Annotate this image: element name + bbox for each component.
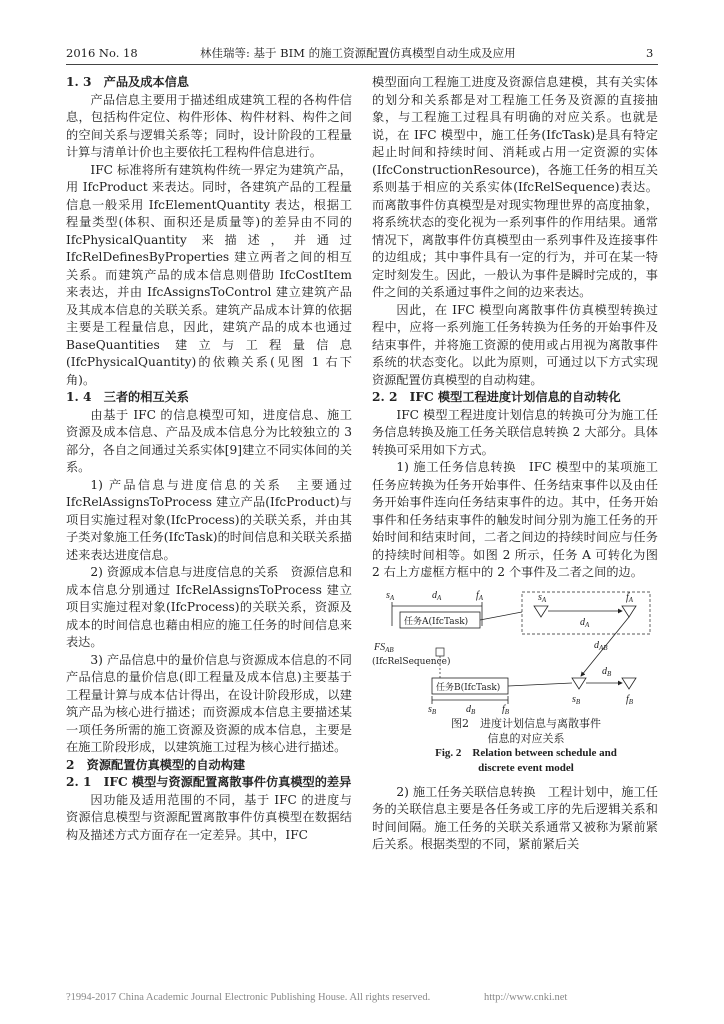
figure-caption-zh-2: 信息的对应关系: [487, 731, 565, 745]
paragraph: 2) 资源成本信息与进度信息的关系 资源信息和成本信息分别通过 IfcRelAssignsToProcess 建立项目实施过程对象(IfcProcess)的关联关系，资源及成本的时间信息也藉由相应的施工任务的时间信息来表达。: [66, 565, 352, 649]
paragraph: 因此，在 IFC 模型向离散事件仿真模型转换过程中，应将一系列施工任务转换为任务的开始事件及结束事件，并将施工资源的使用或占用视为离散事件系统的状态变化。以此为原则，可通过以下方式实现资源配置仿真模型的自动构建。: [372, 302, 658, 387]
right-column: [372, 74, 658, 854]
task-b-label: 任务B(IfcTask): [436, 682, 501, 693]
svg-text:sB: $s_B$: [572, 693, 581, 706]
paragraph: 3) 产品信息中的量价信息与资源成本信息的不同 产品信息的量价信息(即工程量及成本信息)主要基于工程量计算与成本估计得出，在设计阶段形成，以建筑产品为核心进行描述；而资源成本信息主要描述某一项任务所需的施工资源及资源的成本信息，主要是在施工阶段形成，以建筑施工过程为核心进行描述。: [66, 652, 365, 754]
event-sb: [572, 678, 586, 689]
svg-text:dB: $d_B$: [602, 665, 612, 678]
footer-url[interactable]: http://www.cnki.net: [484, 992, 568, 1003]
header-rule: [66, 64, 658, 65]
footer: [66, 992, 658, 1003]
svg-text:sA: $s_A$: [538, 591, 547, 604]
paragraph: IFC 标准将所有建筑构件统一界定为建筑产品，用 IfcProduct 来表达。同时，各建筑产品的工程量信息一般采用 IfcElementQuantity 表达，根据工程量类型(体积、面积还是质量等)的差异由不同的 IfcPhysicalQuantity 来描述，并通过 IfcRelDefinesByProperties 建立两者之间的相互关系。而建筑产品的成本信息则借助 IfcCostItem 来表达，并由 IfcAssignsToControl 建立建筑产品及其成本信息的关联关系。建筑产品成本计算的依据主要是工程量信息，因此，建筑产品的成本也通过 BaseQuantities 建立与工程量信息(IfcPhysicalQuantity)的依赖关系(见图 1 右下角)。: [66, 162, 352, 387]
paragraph: IFC 模型工程进度计划信息的转换可分为施工任务信息转换及施工任务关联信息转换 2 大部分。具体转换可采用如下方式。: [372, 407, 658, 457]
figure-2-diagram: [372, 586, 658, 714]
left-column: [66, 74, 365, 844]
journal-issue: 2016 No. 18: [66, 46, 138, 60]
svg-text:fA: $f_A$: [626, 591, 634, 604]
event-sa: [534, 606, 548, 617]
figure-2: [372, 586, 658, 714]
event-fa: [622, 606, 636, 617]
label-da: $d_A$: [432, 589, 442, 602]
label-fa: $f_A$: [476, 589, 484, 602]
figure-caption-en-2: discrete event model: [478, 761, 574, 774]
svg-text:dAB: $d_{AB}$: [594, 639, 608, 652]
right-column-bottom-text: [372, 784, 658, 854]
paragraph: 1) 施工任务信息转换 IFC 模型中的某项施工任务应转换为任务开始事件、任务结束事件以及由任务开始事件连向任务结束事件的边。其中，任务开始事件和任务结束事件的触发时间分别为施工任务的开始时间和结束时间，二者之间边的持续时间应与任务的持续时间相等。如图 2 所示，任务 A 可转化为图 2 右上方虚框方框中的 2 个事件及二者之间的边。: [372, 460, 658, 579]
paragraph: 由基于 IFC 的信息模型可知，进度信息、施工资源及成本信息、产品及成本信息分为比较独立的 3 部分，各自之间通过关系实体[9]建立不同实体间的关系。: [66, 407, 352, 474]
section-heading: 2. 1 IFC 模型与资源配置离散事件仿真模型的差异: [66, 775, 352, 789]
rel-sequence-label: (IfcRelSequence): [372, 656, 451, 667]
svg-text:fB: $f_B$: [502, 703, 510, 714]
figure-caption-en-1: Fig. 2 Relation between schedule and: [435, 746, 617, 759]
paragraph: 1) 产品信息与进度信息的关系 主要通过 IfcRelAssignsToProcess 建立产品(IfcProduct)与项目实施过程对象(IfcProcess)的关联关系，并由其子类对象施工任务(IfcTask)的时间信息和关联关系描述来表达进度信息。: [66, 477, 352, 562]
svg-text:dA: $d_A$: [580, 616, 590, 629]
figure-caption-zh-1: 图2 进度计划信息与离散事件: [451, 716, 601, 730]
paragraph: 2) 施工任务关联信息转换 工程计划中，施工任务的关联信息主要是各任务或工序的先后逻辑关系和时间间隔。施工任务的关联关系通常又被称为紧前紧后关系。根据类型的不同，紧前紧后关: [372, 784, 658, 851]
paragraph: 模型面向工程施工进度及资源信息建模，其有关实体的划分和关系都是对工程施工任务及资源的直接抽象，与工程施工过程具有明确的对应关系。也就是说，在 IFC 模型中，施工任务(IfcTask)是具有特定起止时间和持续时间、消耗或占用一定资源的实体(IfcConstructionResource)，各施工任务的相互关系则基于相应的关系实体(IfcRelSequence)表达。而离散事件仿真模型是对现实物理世界的高度抽象，将系统状态的变化视为一系列事件的作用结果。通常情况下，离散事件仿真模型由一系列事件及连接事件的边组成；其中事件具有一定的行为，并可在某一特定时刻发生。因此，一般认为事件是瞬时完成的，事件之间的关系通过事件之间的边来表达。: [372, 75, 658, 299]
svg-text:dB: $d_B$: [466, 703, 476, 714]
right-column-top-text: [372, 74, 658, 582]
page-number: 3: [646, 46, 654, 60]
fs-label: $FS_{AB}$: [374, 641, 394, 654]
svg-text:fB: $f_B$: [626, 693, 634, 706]
svg-text:sB: $s_B$: [428, 703, 437, 714]
section-heading: 1. 3 产品及成本信息: [66, 75, 189, 89]
label-sa: $s_A$: [386, 589, 395, 602]
event-fb: [622, 678, 636, 689]
section-heading: 2 资源配置仿真模型的自动构建: [66, 757, 246, 772]
paragraph: 产品信息主要用于描述组成建筑工程的各构件信息，包括构件定位、构件形体、构件材料、构件之间的空间关系与逻辑关系等；同时，设计阶段的工程量计算与清单计价也主要依托工程构件信息进行。: [66, 92, 352, 159]
paragraph: 因功能及适用范围的不同，基于 IFC 的进度与资源信息模型与资源配置离散事件仿真模型在数据结构及描述方式方面存在一定差异。其中，IFC: [66, 792, 352, 842]
section-heading: 1. 4 三者的相互关系: [66, 390, 189, 404]
task-a-label: 任务A(IfcTask): [404, 616, 469, 627]
section-heading: 2. 2 IFC 模型工程进度计划信息的自动转化: [372, 390, 621, 404]
running-title: 林佳瑞等: 基于 BIM 的施工资源配置仿真模型自动生成及应用: [200, 46, 516, 60]
footer-copyright: ?1994-2017 China Academic Journal Electronic Publishing House. All rights reserved.: [66, 992, 431, 1003]
